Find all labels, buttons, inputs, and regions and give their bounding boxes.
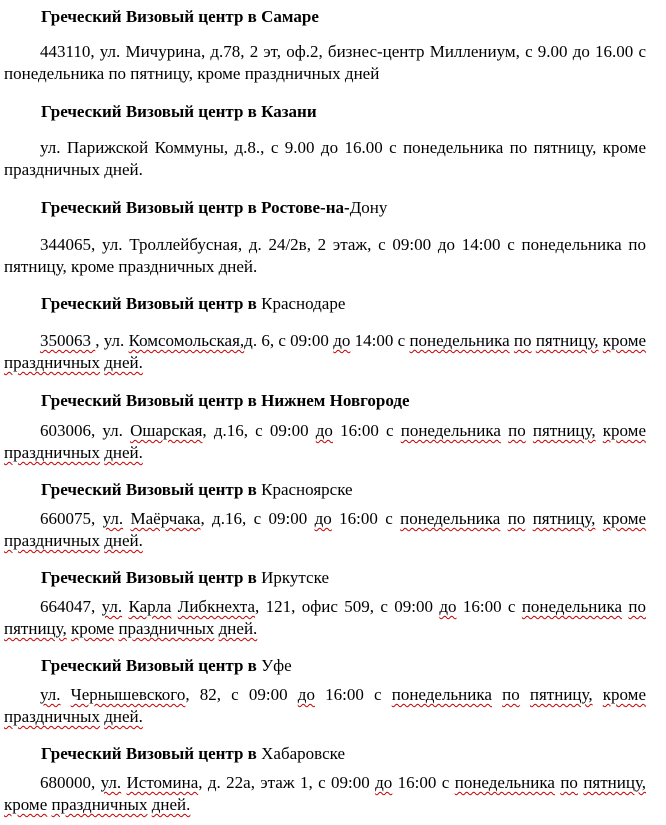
heading-prefix: Греческий Визовый центр в: [41, 294, 262, 313]
visa-center-heading-krasnodar: [41, 294, 345, 314]
heading-prefix: Греческий Визовый центр в: [41, 656, 262, 675]
address-part: дней.: [104, 531, 143, 550]
address-part: [520, 685, 530, 704]
address-part: дней.: [104, 353, 143, 372]
visa-center-address-krasnodar: [4, 330, 646, 374]
address-part: 680000,: [40, 773, 101, 792]
address-part: 16:00 с: [456, 597, 522, 616]
visa-center-address-irkutsk: [4, 596, 646, 640]
address-part: 660075,: [40, 509, 103, 528]
address-part: праздничных: [4, 353, 100, 372]
address-part: 16:00 с: [314, 685, 392, 704]
visa-center-address-ufa: [4, 684, 646, 728]
address-part: пятницу,: [535, 331, 599, 350]
address-part: пятницу,: [532, 421, 596, 440]
visa-center-address-samara: 443110, ул. Мичурина, д.78, 2 эт, оф.2, бизнес-центр Миллениум, с 9.00 до 16.00 с понедельника по пятницу, кроме праздничных дней: [4, 42, 646, 83]
visa-center-heading-irkutsk: [41, 568, 329, 588]
visa-center-address-kazan: ул. Парижской Коммуны, д.8., с 9.00 до 16.00 с понедельника по пятницу, кроме праздничных дней.: [4, 138, 646, 179]
address-part: , 121, офис 509, с 09:00: [255, 597, 440, 616]
visa-center-heading-ufa: [41, 656, 292, 676]
address-part: до: [439, 597, 457, 616]
address-part: , д.16, с 09:00: [202, 421, 316, 440]
address-part: Либкнехта: [177, 597, 256, 616]
heading-city: Ростове-на-: [261, 198, 350, 217]
address-part: дней.: [218, 619, 258, 638]
address-part: 603006, ул.: [40, 421, 131, 440]
address-part: до: [333, 331, 351, 350]
visa-center-address-rostov: 344065, ул. Троллейбусная, д. 24/2в, 2 этаж, с 09:00 до 14:00 с понедельника по пятницу, кроме праздничных дней.: [4, 235, 646, 276]
address-part: [596, 421, 603, 440]
heading-prefix: Греческий Визовый центр в: [41, 568, 262, 587]
heading-city: Нижнем Новгороде: [261, 391, 410, 410]
address-part: , 82, с 09:00: [185, 685, 298, 704]
address-part: кроме: [4, 795, 48, 814]
address-part: 664047,: [40, 597, 102, 616]
heading-city: Иркутске: [261, 568, 329, 587]
address-part: [593, 685, 603, 704]
address-part: до: [375, 773, 393, 792]
address-part: пятницу,: [529, 685, 593, 704]
address-part: Ошарская: [130, 421, 203, 440]
address-part: [492, 685, 502, 704]
address-part: понедельника: [454, 773, 555, 792]
address-part: по: [507, 509, 526, 528]
address-part: понедельника: [400, 421, 501, 440]
address-part: ул.: [102, 509, 124, 528]
address-part: по: [513, 331, 532, 350]
heading-city: Казани: [261, 102, 317, 121]
heading-city: Уфе: [261, 656, 292, 675]
address-part: , д. 22а, этаж 1, с 09:00: [198, 773, 376, 792]
address-part: праздничных: [4, 531, 100, 550]
address-part: 16:00 с: [332, 421, 401, 440]
address-part: кроме: [602, 331, 647, 350]
address-part: кроме: [602, 509, 647, 528]
address-part: 350063: [40, 331, 96, 350]
address-part: Карла: [128, 597, 172, 616]
address-part: дней.: [104, 707, 143, 726]
address-part: д. 6, с 09:00: [244, 331, 334, 350]
address-part: [526, 421, 533, 440]
heading-city: Краснодаре: [261, 294, 346, 313]
address-part: по: [508, 421, 526, 440]
address-part: [123, 509, 130, 528]
address-part: ул.: [101, 597, 123, 616]
address-part: понедельника: [409, 331, 510, 350]
address-part: , д.16, с 09:00: [200, 509, 315, 528]
address-part: Комсомольская,: [128, 331, 245, 350]
address-part: понедельника: [400, 509, 501, 528]
address-part: [525, 509, 532, 528]
address-part: 16:00 с: [392, 773, 455, 792]
visa-center-heading-kazan: [41, 102, 317, 122]
address-part: [595, 509, 602, 528]
heading-prefix: Греческий Визовый центр в: [41, 7, 262, 26]
address-part: понедельника: [521, 597, 623, 616]
heading-prefix: Греческий Визовый центр в: [41, 480, 262, 499]
heading-city-tail: Дону: [349, 198, 388, 217]
address-part: ул.: [100, 773, 122, 792]
address-part: дней.: [151, 795, 191, 814]
address-part: до: [315, 421, 333, 440]
address-part: [61, 685, 71, 704]
address-part: 16:00 с: [331, 509, 401, 528]
visa-center-address-nizhny-novgorod: [4, 420, 646, 464]
visa-center-heading-samara: [41, 7, 319, 27]
address-part: Истомина: [126, 773, 199, 792]
address-part: праздничных: [51, 795, 148, 814]
heading-prefix: Греческий Визовый центр в: [41, 744, 262, 763]
heading-prefix: Греческий Визовый центр в: [41, 102, 262, 121]
heading-city: Красноярске: [261, 480, 353, 499]
visa-center-heading-nizhny-novgorod: [41, 391, 410, 411]
visa-center-heading-khabarovsk: [41, 744, 345, 764]
address-part: 14:00 с: [350, 331, 410, 350]
address-part: праздничных: [4, 443, 100, 462]
address-part: до: [297, 685, 315, 704]
address-part: кроме: [602, 421, 646, 440]
address-part: [500, 509, 507, 528]
visa-center-address-krasnoyarsk: [4, 508, 646, 552]
address-part: кроме: [70, 619, 115, 638]
address-part: пятницу,: [583, 773, 647, 792]
address-part: пятницу,: [532, 509, 596, 528]
address-part: Маёрчака: [130, 509, 201, 528]
address-part: по: [560, 773, 578, 792]
heading-city: Самаре: [261, 7, 319, 26]
address-part: по: [502, 685, 520, 704]
address-part: понедельника: [391, 685, 492, 704]
address-part: по: [628, 597, 646, 616]
visa-center-address-khabarovsk: [4, 772, 646, 816]
visa-center-heading-krasnoyarsk: [41, 480, 353, 500]
visa-center-heading-rostov: [41, 198, 387, 218]
address-part: дней.: [104, 443, 143, 462]
address-part: , ул.: [95, 331, 129, 350]
address-part: до: [314, 509, 332, 528]
address-part: праздничных: [4, 707, 100, 726]
heading-prefix: Греческий Визовый центр в: [41, 198, 262, 217]
heading-prefix: Греческий Визовый центр в: [41, 391, 262, 410]
address-part: Чернышевского: [70, 685, 186, 704]
address-part: пятницу,: [4, 619, 67, 638]
address-part: ул.: [40, 685, 61, 704]
heading-city: Хабаровске: [261, 744, 345, 763]
address-part: кроме: [602, 685, 646, 704]
address-part: праздничных: [118, 619, 215, 638]
